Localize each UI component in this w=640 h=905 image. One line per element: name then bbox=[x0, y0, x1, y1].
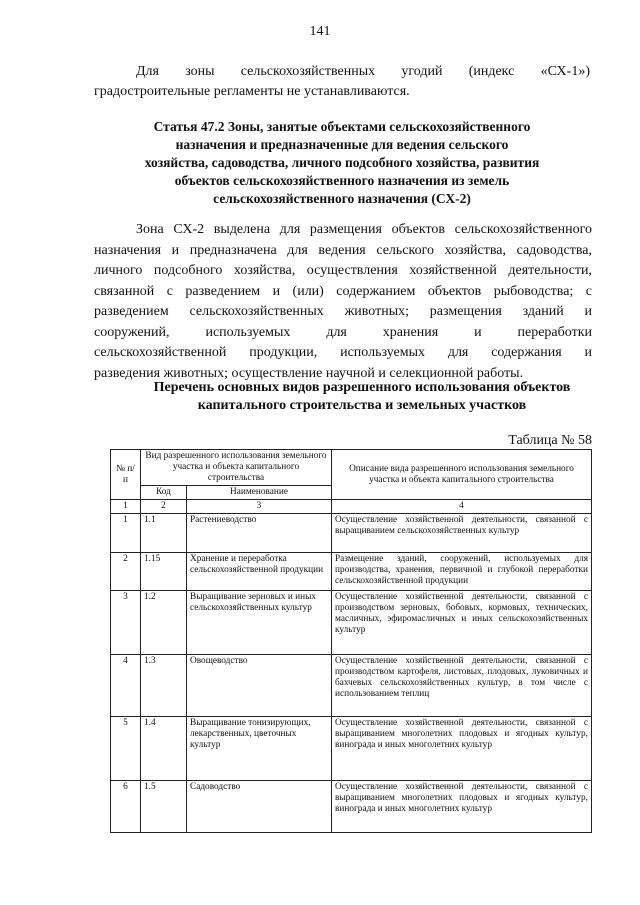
row-number: 3 bbox=[111, 591, 141, 655]
row-number: 1 bbox=[111, 514, 141, 553]
header-name: Наименование bbox=[187, 486, 332, 500]
row-description: Осуществление хозяйственной деятельности, связанной с производством картофеля, листовых, плодовых, луковичных и бахчевых сельскохозяйственных культур, в том числе с использованием теплиц bbox=[332, 655, 592, 717]
row-name: Растениеводство bbox=[187, 514, 332, 553]
column-number: 1 bbox=[111, 500, 141, 514]
table-row bbox=[111, 591, 592, 655]
heading-line: объектов сельскохозяйственного назначения из земель bbox=[174, 173, 510, 188]
heading-line: капитального строительства и земельных участков bbox=[197, 398, 527, 413]
column-number-row bbox=[111, 500, 592, 514]
heading-line: Перечень основных видов разрешенного использования объектов bbox=[153, 380, 571, 395]
row-number: 2 bbox=[111, 553, 141, 591]
heading-line: хозяйства, садоводства, личного подсобного хозяйства, развития bbox=[144, 155, 540, 170]
header-description: Описание вида разрешенного использования земельного участка и объекта капитального строительства bbox=[332, 450, 592, 500]
row-code: 1.15 bbox=[141, 553, 187, 591]
row-description: Осуществление хозяйственной деятельности, связанной с выращиванием многолетних плодовых и ягодных культур, винограда и иных многолетних культур bbox=[332, 717, 592, 781]
row-description: Осуществление хозяйственной деятельности, связанной с производством зерновых, бобовых, кормовых, технических, масличных, эфиромасличных и иных сельскохозяйственных культур bbox=[332, 591, 592, 655]
row-description: Осуществление хозяйственной деятельности, связанной с выращиванием сельскохозяйственных культур bbox=[332, 514, 592, 553]
row-name: Выращивание зерновых и иных сельскохозяйственных культур bbox=[187, 591, 332, 655]
row-code: 1.2 bbox=[141, 591, 187, 655]
table-row bbox=[111, 781, 592, 833]
row-description: Осуществление хозяйственной деятельности, связанной с выращиванием многолетних плодовых и ягодных культур, винограда и иных многолетних культур bbox=[332, 781, 592, 833]
header-code: Код bbox=[141, 486, 187, 500]
row-description: Размещение зданий, сооружений, используемых для производства, хранения, первичной и глубокой переработки сельскохозяйственной продукции bbox=[332, 553, 592, 591]
intro-paragraph bbox=[94, 62, 590, 102]
paragraph-line: разведением сельскохозяйственных животных; размещения зданий и bbox=[94, 304, 592, 319]
row-code: 1.1 bbox=[141, 514, 187, 553]
article-heading bbox=[100, 118, 584, 208]
intro-line: градостроительные регламенты не устанавливаются. bbox=[94, 84, 410, 99]
intro-line: Для зоны сельскохозяйственных угодий (индекс «СХ-1») bbox=[136, 64, 590, 79]
row-name: Выращивание тонизирующих, лекарственных, цветочных культур bbox=[187, 717, 332, 781]
table-header-row bbox=[111, 450, 592, 486]
heading-line: Статья 47.2 Зоны, занятые объектами сельскохозяйственного bbox=[153, 119, 531, 134]
zone-description bbox=[94, 220, 592, 384]
table-row bbox=[111, 553, 592, 591]
permitted-use-table bbox=[110, 449, 592, 833]
table-caption: Таблица № 58 bbox=[508, 433, 592, 448]
row-code: 1.5 bbox=[141, 781, 187, 833]
table-row bbox=[111, 717, 592, 781]
paragraph-line: Зона СХ-2 выделена для размещения объектов сельскохозяйственного bbox=[136, 222, 592, 237]
heading-line: назначения и предназначенные для ведения сельского bbox=[175, 137, 509, 152]
row-number: 5 bbox=[111, 717, 141, 781]
paragraph-line: назначения и предназначена для ведения сельского хозяйства, садоводства, bbox=[94, 242, 592, 258]
row-number: 4 bbox=[111, 655, 141, 717]
paragraph-line: личного подсобного хозяйства, осуществления хозяйственной деятельности, bbox=[94, 263, 592, 278]
column-number: 3 bbox=[187, 500, 332, 514]
heading-line: сельскохозяйственного назначения (СХ-2) bbox=[213, 191, 471, 206]
column-number: 4 bbox=[332, 500, 592, 514]
header-use-type: Вид разрешенного использования земельного участка и объекта капитального строительства bbox=[141, 450, 332, 486]
row-name: Хранение и переработка сельскохозяйственной продукции bbox=[187, 553, 332, 591]
row-name: Овощеводство bbox=[187, 655, 332, 717]
column-number: 2 bbox=[141, 500, 187, 514]
list-heading bbox=[124, 379, 600, 415]
row-number: 6 bbox=[111, 781, 141, 833]
header-num: № п/п bbox=[111, 450, 141, 500]
row-name: Садоводство bbox=[187, 781, 332, 833]
paragraph-line: разведения животных; осуществление научной и селекционной работы. bbox=[94, 365, 524, 381]
table-row bbox=[111, 655, 592, 717]
row-code: 1.3 bbox=[141, 655, 187, 717]
paragraph-line: связанной с разведением и (или) содержанием объектов рыбоводства; с bbox=[94, 283, 592, 299]
paragraph-line: сооружений, используемых для хранения и переработки bbox=[94, 324, 592, 340]
paragraph-line: сельскохозяйственной продукции, используемых для содержания и bbox=[94, 345, 592, 360]
table-row bbox=[111, 514, 592, 553]
page-number: 141 bbox=[309, 24, 331, 39]
row-code: 1.4 bbox=[141, 717, 187, 781]
